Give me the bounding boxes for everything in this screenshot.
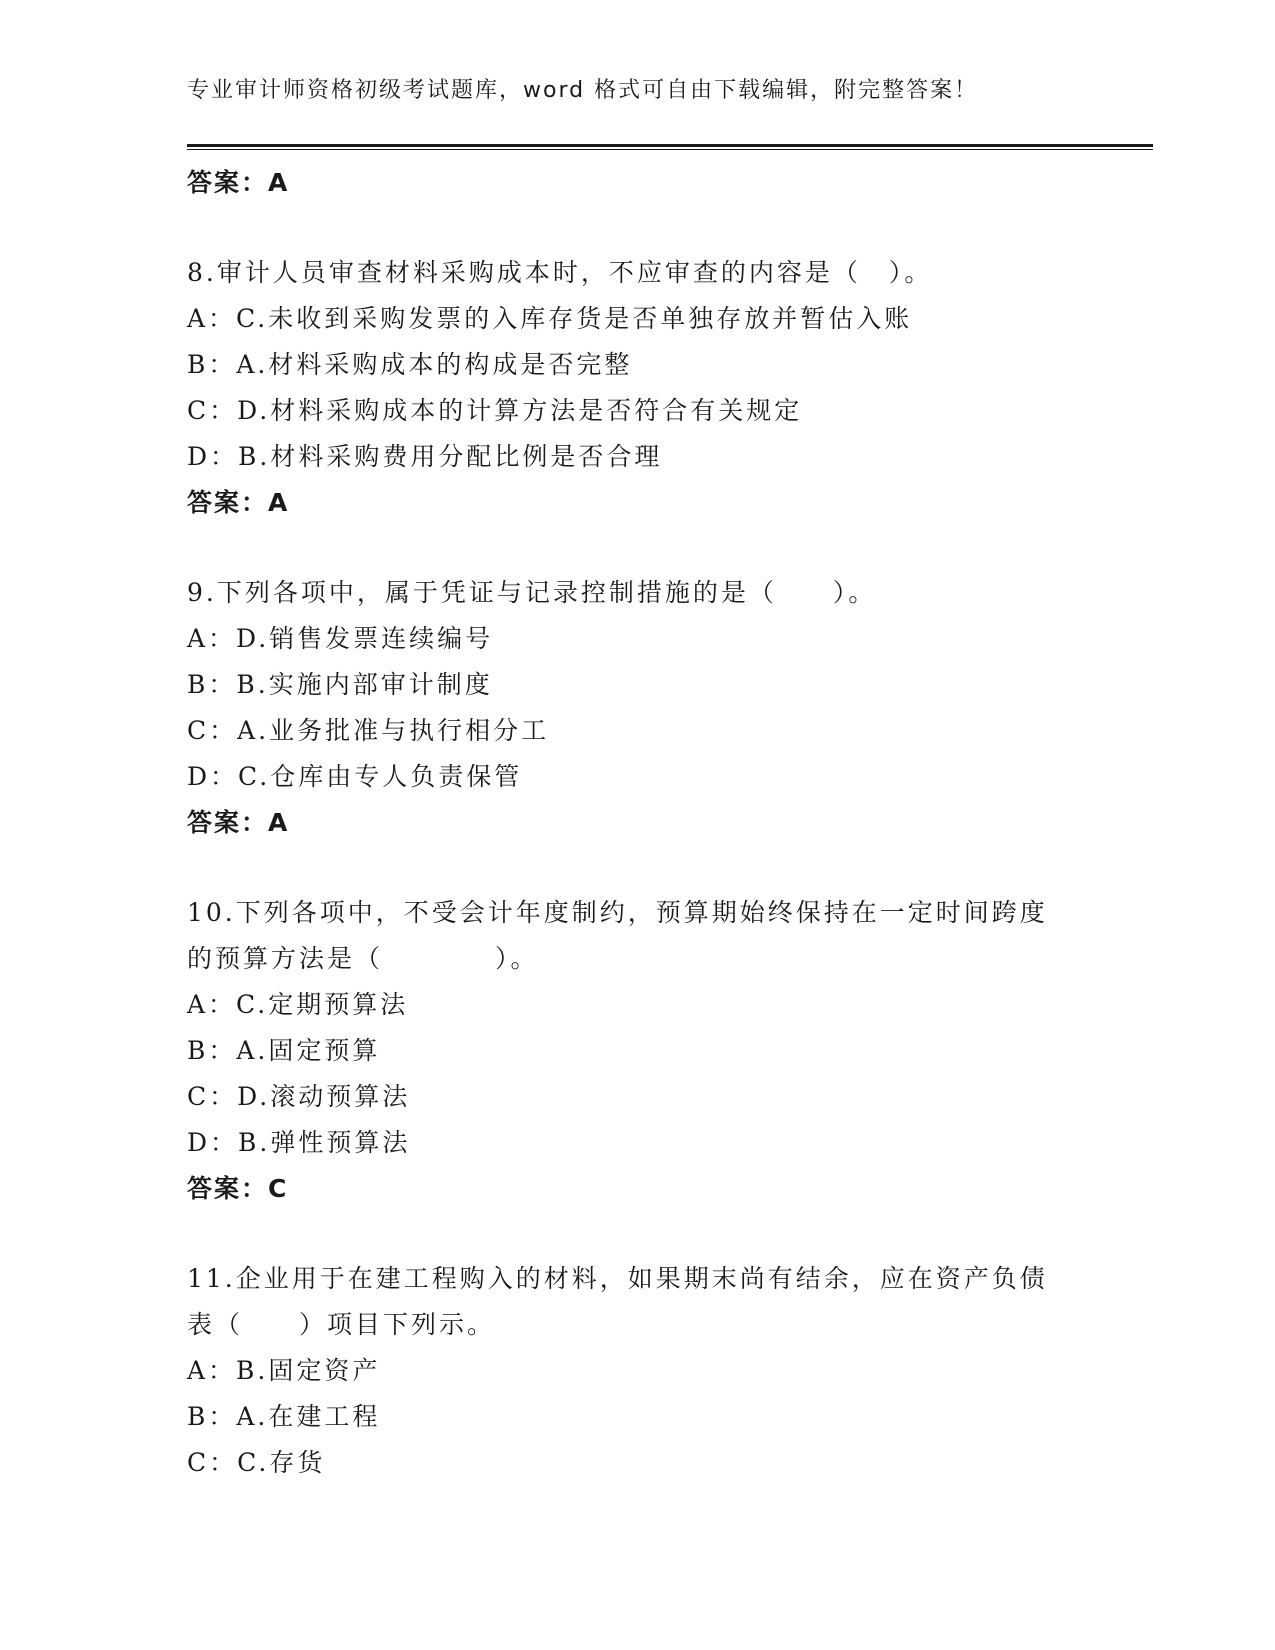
question-stem: 8.审计人员审查材料采购成本时，不应审查的内容是（ ）。: [187, 258, 933, 287]
spacer: [187, 846, 1087, 890]
answer-line: 答案：C: [187, 1174, 289, 1203]
question-stem-continued: 的预算方法是（ ）。: [187, 944, 539, 973]
option-b: B：A.在建工程: [187, 1402, 381, 1431]
option-b: B：A.材料采购成本的构成是否完整: [187, 350, 633, 379]
spacer: [187, 206, 1087, 250]
option-d: D：B.弹性预算法: [187, 1128, 411, 1157]
option-a: A：B.固定资产: [187, 1356, 381, 1385]
option-c: C：C.存货: [187, 1448, 326, 1477]
question-block: [187, 890, 1087, 1212]
header-divider-thin: [187, 149, 1153, 150]
option-d: D：C.仓库由专人负责保管: [187, 762, 523, 791]
option-c: C：A.业务批准与执行相分工: [187, 716, 550, 745]
question-stem-continued: 表（ ）项目下列示。: [187, 1310, 496, 1339]
option-d: D：B.材料采购费用分配比例是否合理: [187, 442, 663, 471]
question-stem: 11.企业用于在建工程购入的材料，如果期末尚有结余，应在资产负债: [187, 1264, 1048, 1293]
document-body: [187, 160, 1087, 1486]
option-c: C：D.材料采购成本的计算方法是否符合有关规定: [187, 396, 803, 425]
option-c: C：D.滚动预算法: [187, 1082, 411, 1111]
question-stem: 9.下列各项中，属于凭证与记录控制措施的是（ ）。: [187, 578, 877, 607]
option-a: A：C.定期预算法: [187, 990, 409, 1019]
answer-line: 答案：A: [187, 168, 290, 197]
option-b: B：B.实施内部审计制度: [187, 670, 493, 699]
question-block: [187, 250, 1087, 526]
option-b: B：A.固定预算: [187, 1036, 381, 1065]
option-a: A：D.销售发票连续编号: [187, 624, 494, 653]
spacer: [187, 1212, 1087, 1256]
spacer: [187, 526, 1087, 570]
question-block: [187, 570, 1087, 846]
question-block: [187, 1256, 1087, 1486]
answer-line: 答案：A: [187, 808, 290, 837]
option-a: A：C.未收到采购发票的入库存货是否单独存放并暂估入账: [187, 304, 913, 333]
answer-line: 答案：A: [187, 488, 290, 517]
question-stem: 10.下列各项中，不受会计年度制约，预算期始终保持在一定时间跨度: [187, 898, 1048, 927]
header-divider: [187, 144, 1153, 147]
page-header: 专业审计师资格初级考试题库，word 格式可自由下载编辑，附完整答案！: [187, 78, 979, 103]
